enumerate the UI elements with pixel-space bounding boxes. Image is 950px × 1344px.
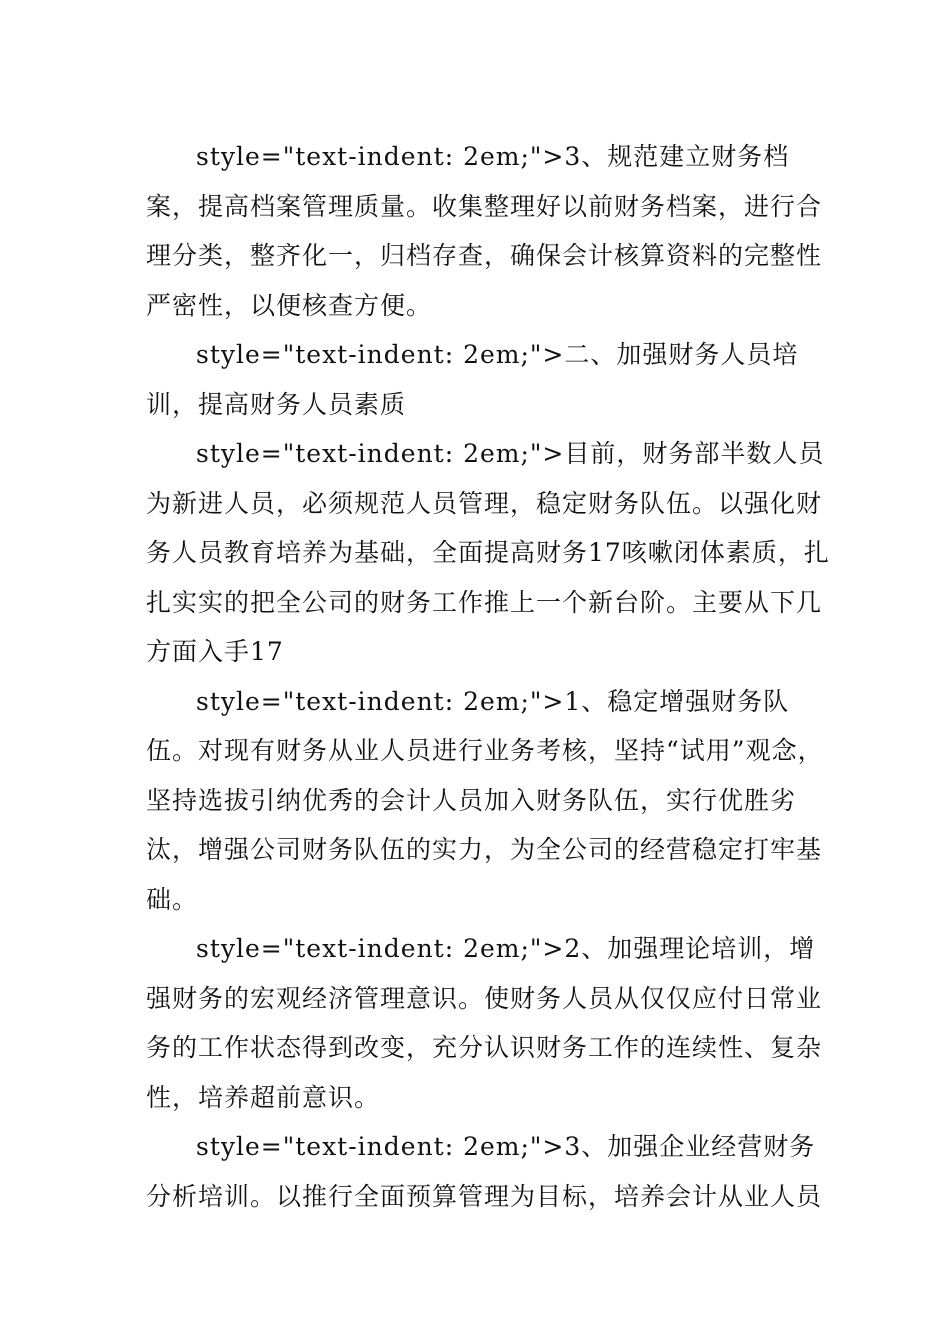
paragraph-section-two-heading: style="text-indent: 2em;">二、加强财务人员培训，提高财务人员素质 [146,340,799,419]
paragraph-stabilize-team: style="text-indent: 2em;">1、稳定增强财务队伍。对现有财务从业人员进行业务考核，坚持“试用”观念，坚持选拔引纳优秀的会计人员加入财务队伍，实行优胜劣汰，增强公司财务队伍的实力，为全公司的经营稳定打牢基础。 [146,686,824,914]
document-body [146,132,836,1221]
paragraph-financial-analysis: style="text-indent: 2em;">3、加强企业经营财务分析培训。以推行全面预算管理为目标，培养会计从业人员 [146,1132,823,1211]
paragraph-current-staff: style="text-indent: 2em;">目前，财务部半数人员为新进人员，必须规范人员管理，稳定财务队伍。以强化财务人员教育培养为基础，全面提高财务17咳嗽闭体素质，扎扎实实的把全公司的财务工作推上一个新台阶。主要从下几方面入手17 [146,439,830,666]
paragraph-archive-management: style="text-indent: 2em;">3、规范建立财务档案，提高档案管理质量。收集整理好以前财务档案，进行合理分类，整齐化一，归档存查，确保会计核算资料的完整性严密性，以便核查方便。 [146,142,823,320]
paragraph-theory-training: style="text-indent: 2em;">2、加强理论培训，增强财务的宏观经济管理意识。使财务人员从仅仅应付日常业务的工作状态得到改变，充分认识财务工作的连续性、复杂性，培养超前意识。 [146,934,823,1112]
